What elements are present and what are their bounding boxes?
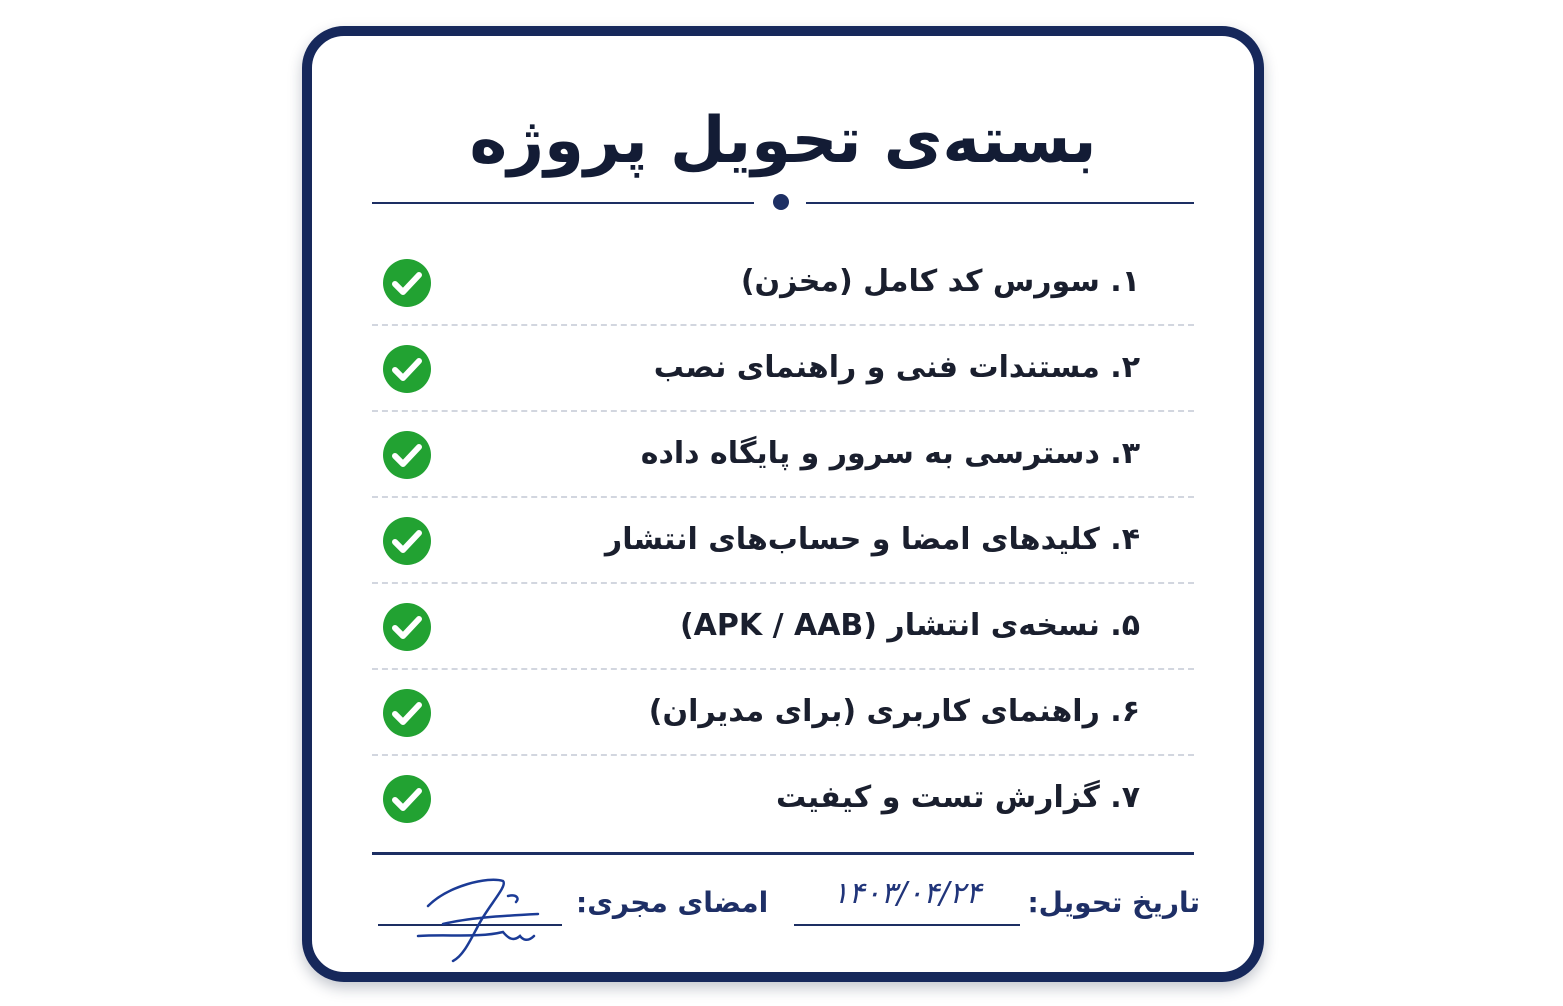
checklist-item <box>372 670 1194 756</box>
signature-label: امضای مجری: <box>576 886 769 919</box>
check-circle-icon <box>382 516 432 566</box>
checklist <box>372 240 1194 842</box>
title-divider-left <box>372 202 754 204</box>
checklist-item-label: ۵. نسخه‌ی انتشار (APK / AAB) <box>679 608 1140 643</box>
checklist-item-label: ۶. راهنمای کاربری (برای مدیران) <box>648 694 1140 729</box>
check-circle-icon <box>382 344 432 394</box>
check-circle-icon <box>382 688 432 738</box>
checklist-item <box>372 756 1194 842</box>
checklist-item <box>372 240 1194 326</box>
delivery-date-value: ۱۴۰۳/۰۴/۲۴ <box>832 876 982 911</box>
checklist-item <box>372 498 1194 584</box>
checklist-item-label: ۴. کلیدهای امضا و حساب‌های انتشار <box>604 522 1140 557</box>
check-circle-icon <box>382 258 432 308</box>
delivery-date-label: تاریخ تحویل: <box>1027 886 1200 919</box>
checklist-item-label: ۷. گزارش تست و کیفیت <box>775 780 1140 815</box>
checklist-item <box>372 584 1194 670</box>
check-circle-icon <box>382 430 432 480</box>
checklist-item-label: ۱. سورس کد کامل (مخزن) <box>740 264 1140 299</box>
checklist-item-label: ۳. دسترسی به سرور و پایگاه داده <box>640 436 1140 471</box>
footer-divider <box>372 852 1194 855</box>
delivery-date-line <box>794 924 1020 926</box>
checklist-item <box>372 412 1194 498</box>
checklist-item-label: ۲. مستندات فنی و راهنمای نصب <box>653 350 1140 385</box>
document-title: بسته‌ی تحویل پروژه <box>469 104 1097 178</box>
check-circle-icon <box>382 602 432 652</box>
handwritten-signature <box>408 866 558 966</box>
checklist-item <box>372 326 1194 412</box>
title-divider-right <box>806 202 1194 204</box>
title-divider-dot <box>773 194 789 210</box>
delivery-card <box>302 26 1264 982</box>
check-circle-icon <box>382 774 432 824</box>
